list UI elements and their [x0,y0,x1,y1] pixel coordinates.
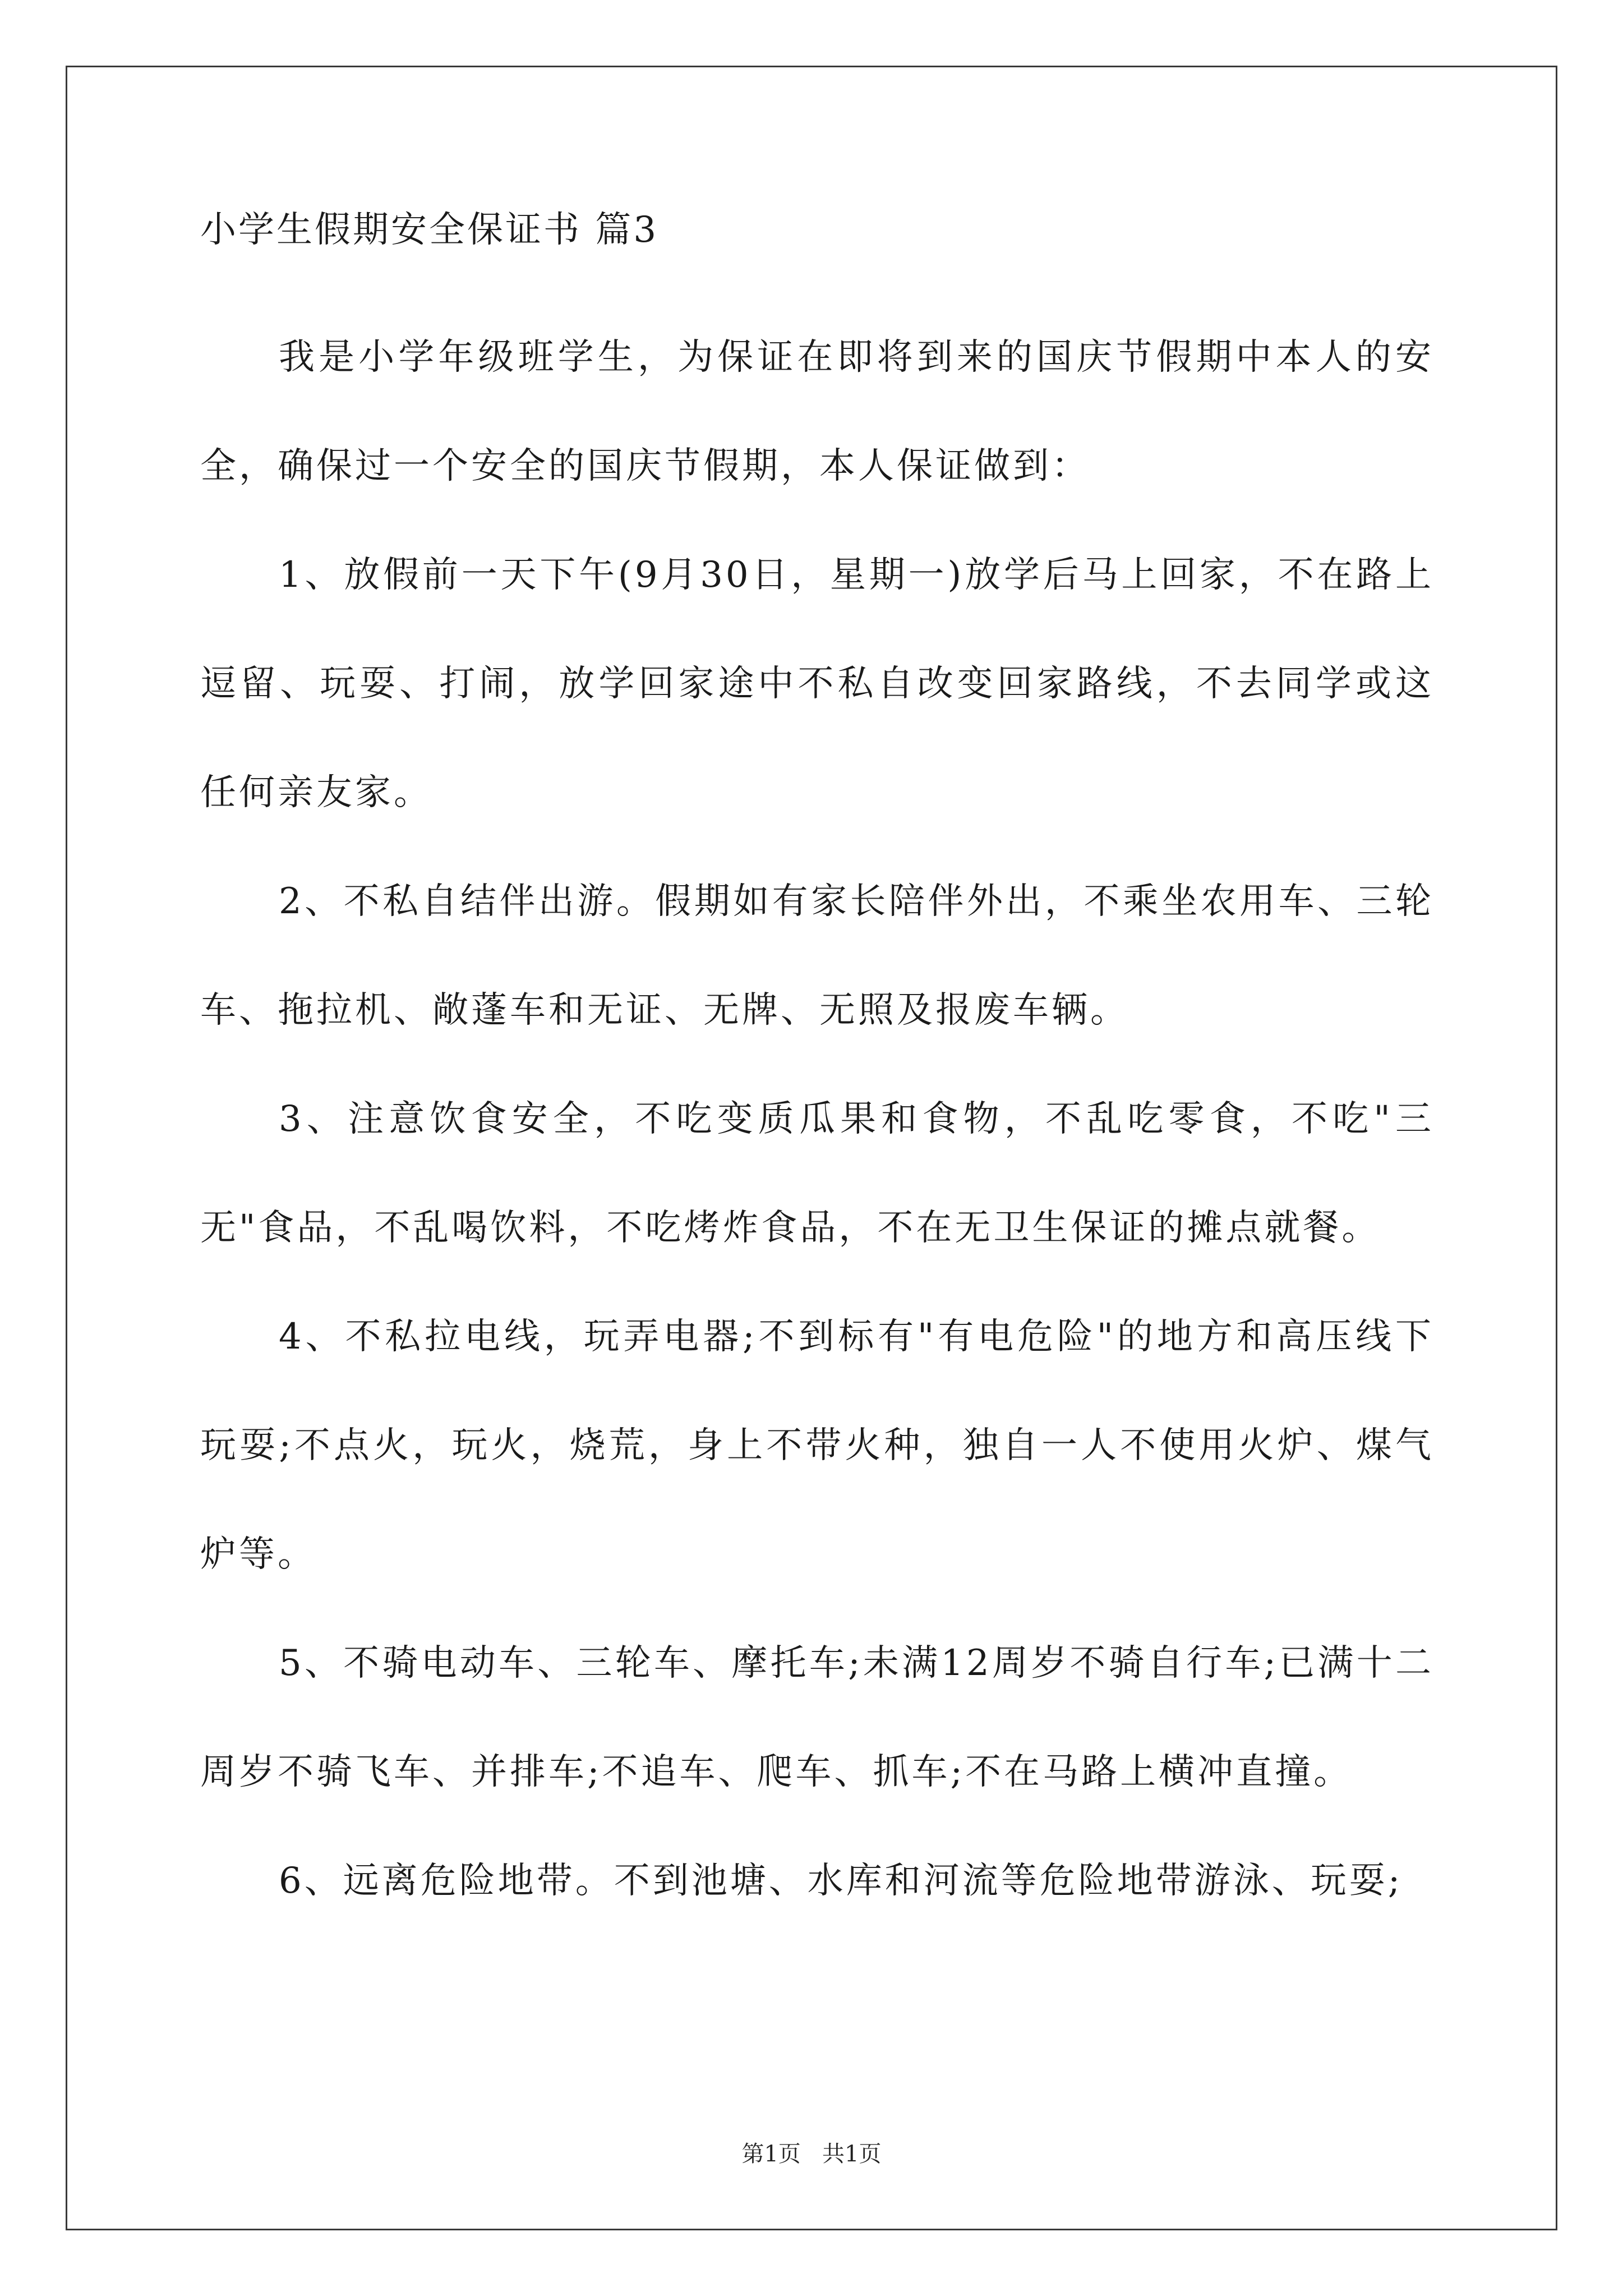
paragraph-intro: 我是小学年级班学生，为保证在即将到来的国庆节假期中本人的安全，确保过一个安全的国庆节假期，本人保证做到： [200,337,1434,487]
paragraph-item-3: 3、注意饮食安全，不吃变质瓜果和食物，不乱吃零食，不吃"三无"食品，不乱喝饮料，不吃烤炸食品，不在无卫生保证的摊点就餐。 [200,1098,1434,1249]
paragraph-item-2: 2、不私自结伴出游。假期如有家长陪伴外出，不乘坐农用车、三轮车、拖拉机、敞蓬车和无证、无牌、无照及报废车辆。 [200,881,1434,1031]
paragraph-item-5: 5、不骑电动车、三轮车、摩托车;未满12周岁不骑自行车;已满十二周岁不骑飞车、并排车;不追车、爬车、抓车;不在马路上横冲直撞。 [200,1642,1434,1793]
page-footer: 第1页 共1页 [741,2141,882,2167]
paragraph-item-1: 1、放假前一天下午(9月30日，星期一)放学后马上回家，不在路上逗留、玩耍、打闹，放学回家途中不私自改变回家路线，不去同学或这任何亲友家。 [200,554,1434,813]
document-title: 小学生假期安全保证书 篇3 [200,209,659,251]
paragraph-item-6: 6、远离危险地带。不到池塘、水库和河流等危险地带游泳、玩耍; [279,1860,1403,1902]
document-body [200,202,1434,1935]
paragraph-item-4: 4、不私拉电线，玩弄电器;不到标有"有电危险"的地方和高压线下玩耍;不点火，玩火，烧荒，身上不带火种，独自一人不使用火炉、煤气炉等。 [200,1316,1434,1575]
